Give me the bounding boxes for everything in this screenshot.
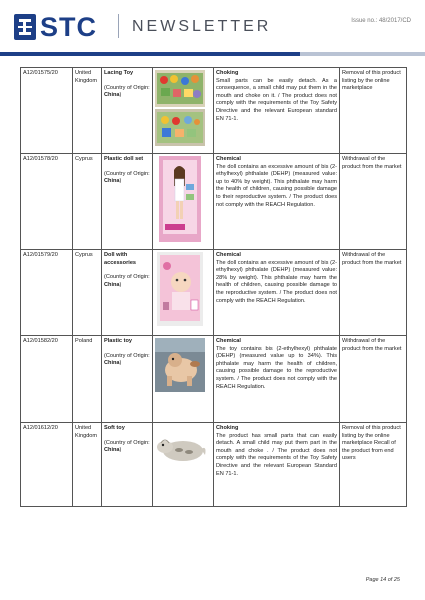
product-name: Plastic doll set: [104, 156, 144, 162]
doll-accessories-photo: [155, 252, 211, 326]
risk-cell: [214, 250, 340, 336]
risk-type: Chemical: [216, 156, 241, 162]
measure-cell: Withdrawal of the product from the market: [340, 154, 407, 250]
table-row: [21, 250, 407, 336]
risk-cell: [214, 423, 340, 507]
risk-cell: [214, 336, 340, 423]
alert-ref: A12/01578/20: [21, 154, 73, 250]
country-cell: Cyprus: [73, 154, 102, 250]
origin-note: (Country of Origin: China): [104, 170, 150, 185]
header-stripe-light: [300, 52, 425, 56]
risk-type: Chemical: [216, 252, 241, 258]
country-cell: United Kingdom: [73, 423, 102, 507]
risk-description: The product has small parts that can easily detach. A small child may put them part in the mouth and choke . / The product does not comply with the requirements of the Toy Safety Directive and the relevant European Standard EN 71-1.: [216, 432, 337, 477]
table-row: [21, 336, 407, 423]
soft-toy-photo: [155, 425, 211, 473]
risk-description: The doll contains an excessive amount of bis (2-ethylhexyl) phthalate (DEHP) (measured value: up to 40% by weight). This phthalate may harm the health of children, causing possible damage to their reproductive system. / The product does not comply with the REACH Regulation.: [216, 163, 337, 208]
product-cell: [102, 68, 153, 154]
measure-cell: Removal of this product listing by the online marketplace: [340, 68, 407, 154]
photo-cell: [153, 423, 214, 507]
measure-cell: Removal of this product listing by the online marketplace Recall of the product from end users: [340, 423, 407, 507]
country-cell: United Kingdom: [73, 68, 102, 154]
table-row: [21, 154, 407, 250]
measure-cell: Withdrawal of the product from the market: [340, 336, 407, 423]
header-stripe: [0, 52, 300, 56]
stc-logo-icon: [14, 14, 36, 40]
origin-note: (Country of Origin: China): [104, 352, 150, 367]
header-divider: [118, 14, 119, 38]
origin-note: (Country of Origin: China): [104, 274, 150, 288]
product-name: Plastic toy: [104, 338, 132, 344]
country-cell: Cyprus: [73, 250, 102, 336]
product-name: Soft toy: [104, 425, 125, 431]
doll-set-photo: [155, 156, 211, 242]
measure-cell: Withdrawal of the product from the market: [340, 250, 407, 336]
lacing-toy-photo: [155, 70, 211, 146]
plastic-toy-photo: [155, 338, 211, 392]
product-cell: [102, 423, 153, 507]
alert-ref: A12/01575/20: [21, 68, 73, 154]
risk-cell: [214, 68, 340, 154]
risk-type: Choking: [216, 425, 239, 431]
photo-cell: [153, 68, 214, 154]
photo-cell: [153, 154, 214, 250]
alert-ref: A12/01579/20: [21, 250, 73, 336]
risk-type: Chemical: [216, 338, 241, 344]
page-header: [0, 0, 425, 56]
origin-note: (Country of Origin: China): [104, 439, 150, 454]
risk-cell: [214, 154, 340, 250]
risk-description: The toy contains bis (2-ethylhexyl) phthalate (DEHP) (measured value up to 34%). This phthalate may harm the health of children, causing possible damage to the reproductive system. / The product does not comply with the REACH Regulation.: [216, 345, 337, 390]
recall-table: [20, 67, 407, 507]
table-row: [21, 423, 407, 507]
risk-description: Small parts can be easily detach. As a consequence, a small child may put them in the mouth and choke on it. / The product does not comply with the requirements of the Toy Safety Directive and the relevant European standard EN 71-1.: [216, 77, 337, 122]
table-row: [21, 68, 407, 154]
origin-note: (Country of Origin: China): [104, 84, 150, 99]
product-name: Doll with accessories: [104, 252, 137, 266]
product-name: Lacing Toy: [104, 70, 134, 76]
product-cell: [102, 250, 153, 336]
section-title: NEWSLETTER: [132, 18, 272, 35]
risk-type: Choking: [216, 70, 239, 76]
alert-ref: A12/01582/20: [21, 336, 73, 423]
photo-cell: [153, 336, 214, 423]
photo-cell: [153, 250, 214, 336]
country-cell: Poland: [73, 336, 102, 423]
page-number: Page 14 of 25: [365, 577, 400, 583]
issue-label: Issue no.: 48/2017/CD: [351, 18, 411, 24]
risk-description: The doll contains an excessive amount of bis (2-ethylhexyl) phthalate (DEHP) (measured value: 28% by weight). This phthalate may harm the health of children, causing possible damage to the reproductive system. / The product does not comply with the REACH Regulation.: [216, 259, 337, 304]
product-cell: [102, 154, 153, 250]
logo-wordmark: STC: [40, 12, 97, 42]
alert-ref: A12/01612/20: [21, 423, 73, 507]
product-cell: [102, 336, 153, 423]
